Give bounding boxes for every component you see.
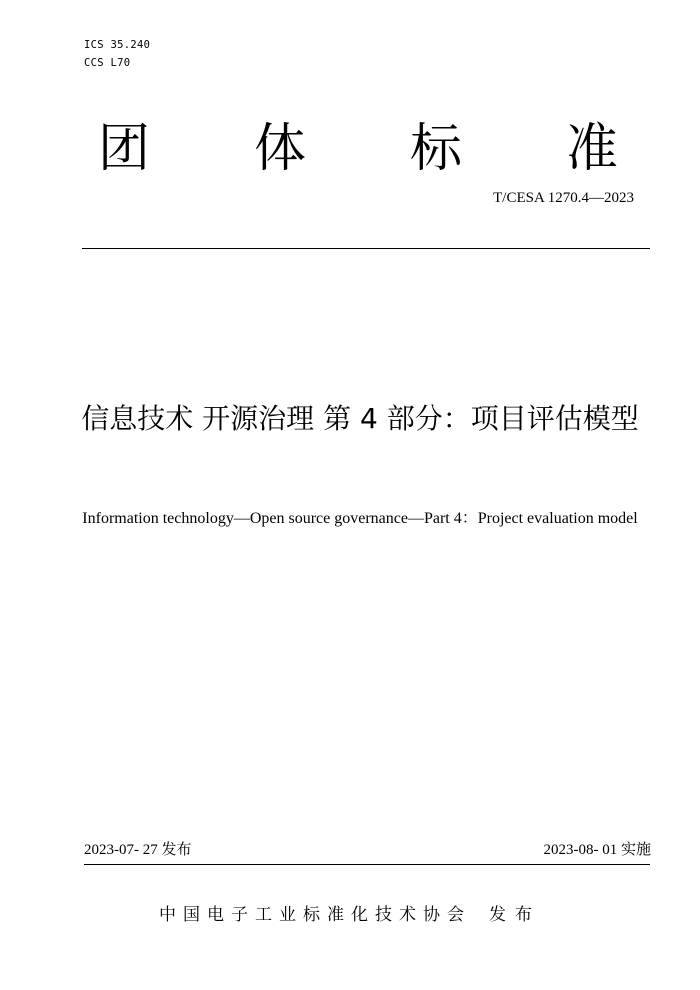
classification-codes <box>84 36 150 72</box>
ics-code: ICS 35.240 <box>84 39 151 51</box>
release-date: 2023-07- 27 发布 <box>84 842 192 858</box>
bottom-divider <box>84 864 650 865</box>
implement-date: 2023-08- 01 实施 <box>543 842 651 858</box>
ccs-code: CCS L70 <box>84 57 131 69</box>
standard-type-char: 体 <box>253 118 306 179</box>
publisher-action: 发布 <box>489 905 541 925</box>
document-title-en: Information technology—Open source governance—Part 4：Project evaluation model <box>82 510 638 527</box>
top-divider <box>82 248 650 249</box>
standard-type-heading <box>98 108 618 178</box>
standard-type-char: 团 <box>98 118 151 179</box>
standard-type-char: 标 <box>409 118 462 179</box>
standard-type-char: 准 <box>565 118 618 179</box>
document-title-zh: 信息技术 开源治理 第 4 部分：项目评估模型 <box>81 402 639 435</box>
standard-number: T/CESA 1270.4—2023 <box>493 190 634 206</box>
publisher-line <box>0 900 700 925</box>
publisher-name: 中国电子工业标准化技术协会 <box>159 905 471 925</box>
